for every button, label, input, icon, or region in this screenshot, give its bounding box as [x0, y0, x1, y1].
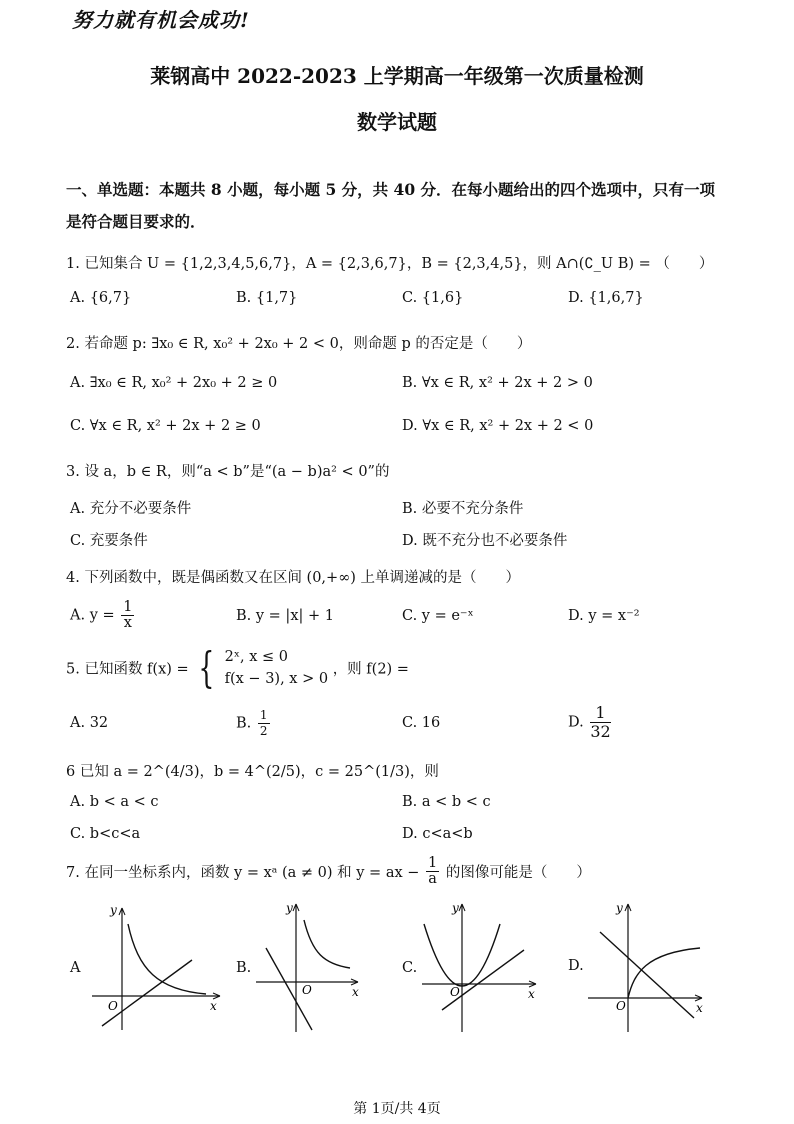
- power-curve: [304, 920, 350, 968]
- question-7-stem: [66, 856, 591, 887]
- question-5-stem-suffix: ，则 f(2) =: [332, 661, 409, 678]
- question-5-stem: [66, 643, 409, 692]
- exam-title: 莱钢高中 2022-2023 上学期高一年级第一次质量检测: [150, 64, 644, 88]
- question-3-option-d: D. 既不充分也不必要条件: [402, 533, 568, 549]
- axis-y-label: y: [452, 901, 459, 915]
- question-1-option-b: B. {1,7}: [236, 290, 298, 306]
- question-4-option-b: B. y = |x| + 1: [236, 608, 334, 624]
- fraction-numerator: 1: [590, 704, 610, 723]
- question-4-option-c: C. y = e⁻ˣ: [402, 608, 474, 624]
- piecewise-cases: [225, 646, 328, 690]
- question-5-option-d: [568, 704, 613, 741]
- question-5-option-b-prefix: B.: [236, 715, 252, 732]
- origin-label: O: [302, 983, 312, 997]
- power-curve: [128, 924, 206, 994]
- question-7-fraction: [426, 856, 439, 887]
- question-4-option-d: D. y = x⁻²: [568, 608, 640, 624]
- page-footer: 第 1页/共 4页: [353, 1101, 441, 1117]
- axis-x-label: x: [528, 987, 535, 1001]
- question-6-option-d: D. c<a<b: [402, 826, 473, 842]
- question-4-stem: 4. 下列函数中，既是偶函数又在区间 (0,+∞) 上单调递减的是（ ）: [66, 570, 521, 586]
- question-1-option-c: C. {1,6}: [402, 290, 464, 306]
- graph-a: [88, 900, 228, 1040]
- question-5-option-d-prefix: D.: [568, 714, 584, 731]
- question-5-option-d-fraction: [590, 704, 610, 741]
- question-3-option-c: C. 充要条件: [70, 533, 148, 549]
- graph-a-label: A: [70, 960, 81, 976]
- fraction-denominator: 2: [259, 724, 268, 738]
- question-6-option-b: B. a < b < c: [402, 794, 491, 810]
- question-2-option-d: D. ∀x ∈ R, x² + 2x + 2 < 0: [402, 418, 594, 434]
- question-4-option-a-fraction: [121, 600, 134, 631]
- origin-label: O: [450, 985, 460, 999]
- question-7-stem-suffix: 的图像可能是（ ）: [445, 865, 591, 881]
- fraction-denominator: x: [123, 615, 132, 631]
- question-2-stem: 2. 若命题 p: ∃x₀ ∈ R, x₀² + 2x₀ + 2 < 0，则命题 p 的否定是（ ）: [66, 336, 532, 352]
- slogan: 努力就有机会成功!: [72, 8, 250, 32]
- question-2-option-b: B. ∀x ∈ R, x² + 2x + 2 > 0: [402, 375, 593, 391]
- question-5-stem-prefix: 5. 已知函数 f(x) =: [66, 661, 189, 678]
- graph-d-label: D.: [568, 958, 584, 974]
- fraction-denominator: 32: [590, 722, 611, 741]
- question-7-stem-prefix: 7. 在同一坐标系内，函数 y = xᵃ (a ≠ 0) 和 y = ax −: [66, 865, 420, 881]
- piecewise-case-2: f(x − 3), x > 0: [224, 671, 329, 687]
- linear-line: [442, 950, 524, 1010]
- question-1-stem: 1. 已知集合 U = {1,2,3,4,5,6,7}，A = {2,3,6,7}，B = {2,3,4,5}，则 A∩(∁_U B) = （ ）: [66, 256, 714, 272]
- fraction-numerator: 1: [123, 599, 133, 615]
- question-4-option-a: [70, 600, 136, 631]
- question-6-option-a: A. b < a < c: [70, 794, 159, 810]
- question-5-option-b-fraction: [258, 708, 270, 739]
- graph-b-label: B.: [236, 960, 252, 976]
- question-4-option-a-prefix: A. y =: [70, 607, 115, 624]
- origin-label: O: [108, 999, 118, 1013]
- fraction-numerator: 1: [259, 708, 268, 722]
- graph-d: [584, 898, 724, 1038]
- piecewise-case-1: 2ˣ, x ≤ 0: [224, 649, 288, 665]
- fraction-denominator: a: [428, 871, 437, 887]
- question-6-stem: 6 已知 a = 2^(4/3)，b = 4^(2/5)，c = 25^(1/3)，则: [66, 764, 439, 780]
- linear-line: [600, 932, 694, 1018]
- graph-c-label: C.: [402, 960, 418, 976]
- question-1-option-d: D. {1,6,7}: [568, 290, 644, 306]
- question-5-option-c: C. 16: [402, 715, 441, 731]
- section-instructions-line2: 是符合题目要求的．: [66, 212, 206, 231]
- graph-b: [254, 898, 394, 1038]
- axis-x-label: x: [352, 985, 359, 999]
- question-3-option-a: A. 充分不必要条件: [70, 501, 192, 517]
- question-2-option-a: A. ∃x₀ ∈ R, x₀² + 2x₀ + 2 ≥ 0: [70, 375, 278, 391]
- question-3-stem: 3. 设 a，b ∈ R，则“a < b”是“(a − b)a² < 0”的: [66, 464, 390, 480]
- axis-x-label: x: [210, 999, 217, 1013]
- fraction-numerator: 1: [428, 855, 438, 871]
- graph-c: [418, 898, 558, 1038]
- question-5-option-b: [236, 708, 272, 739]
- question-5-option-a: A. 32: [70, 715, 109, 731]
- question-6-option-c: C. b<c<a: [70, 826, 141, 842]
- axis-y-label: y: [286, 901, 293, 915]
- exam-subtitle: 数学试题: [357, 110, 437, 134]
- origin-label: O: [616, 999, 626, 1013]
- section-instructions-line1: 一、单选题：本题共 8 小题，每小题 5 分，共 40 分．在每小题给出的四个选项中，只有一项: [66, 180, 716, 199]
- axis-y-label: y: [616, 901, 623, 915]
- linear-line: [102, 960, 192, 1026]
- axis-y-label: y: [110, 903, 117, 917]
- question-2-option-c: C. ∀x ∈ R, x² + 2x + 2 ≥ 0: [70, 418, 261, 434]
- piecewise-brace: {: [198, 643, 215, 692]
- question-1-option-a: A. {6,7}: [70, 290, 132, 306]
- question-3-option-b: B. 必要不充分条件: [402, 501, 524, 517]
- axis-x-label: x: [696, 1001, 703, 1015]
